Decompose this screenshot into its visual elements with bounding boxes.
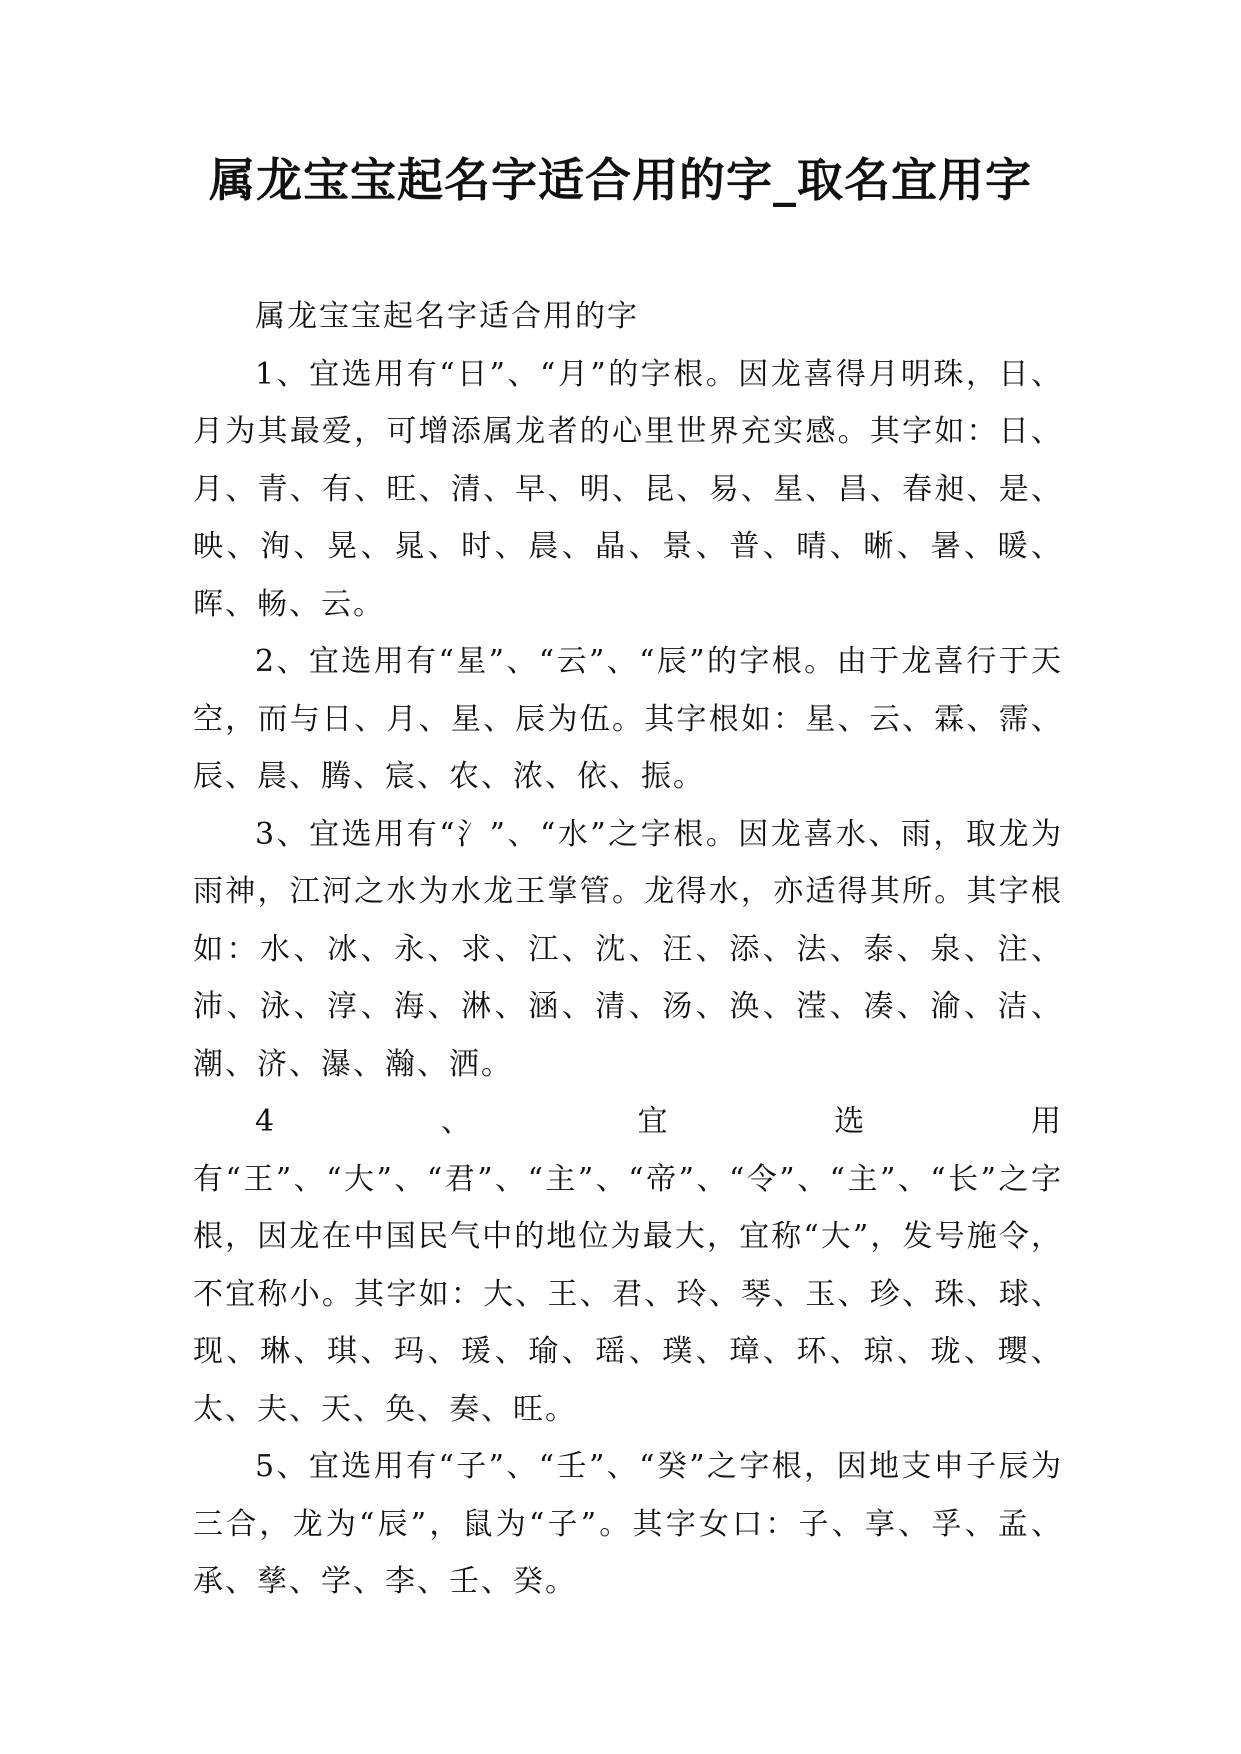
paragraph-2: 2、宜选用有“星”、“云”、“辰”的字根。由于龙喜行于天空，而与日、月、星、辰为伍。其字根如：星、云、霖、霈、辰、晨、腾、宸、农、浓、依、振。 — [193, 644, 1063, 794]
paragraph-5: 5、宜选用有“子”、“壬”、“癸”之字根，因地支申子辰为三合，龙为“辰”，鼠为“子”。其字女口：子、享、孚、孟、承、孳、学、李、壬、癸。 — [193, 1449, 1063, 1599]
paragraph-3: 3、宜选用有“氵”、“水”之字根。因龙喜水、雨，取龙为雨神，江河之水为水龙王掌管。龙得水，亦适得其所。其字根如：水、冰、永、求、江、沈、汪、添、法、泰、泉、注、沛、泳、淳、海、淋、涵、清、汤、涣、滢、凑、渝、洁、潮、济、瀑、瀚、洒。 — [193, 816, 1063, 1082]
document-title: 属龙宝宝起名字适合用的字_取名宜用字 — [209, 153, 1032, 207]
paragraph-4: 4、宜选用有“王”、“大”、“君”、“主”、“帝”、“令”、“主”、“长”之字根，因龙在中国民气中的地位为最大，宜称“大”，发号施令，不宜称小。其字如：大、王、君、玲、琴、玉、珍、珠、球、现、琳、琪、玛、瑗、瑜、瑶、璞、璋、环、琼、珑、瓔、太、夫、天、奂、奏、旺。 — [193, 1104, 1063, 1427]
paragraph-1: 1、宜选用有“日”、“月”的字根。因龙喜得月明珠，日、月为其最爱，可增添属龙者的心里世界充实感。其字如：日、月、青、有、旺、清、早、明、昆、易、星、昌、春昶、是、映、洵、晃、晁、时、晨、晶、景、普、晴、晰、暑、暖、晖、畅、云。 — [193, 356, 1063, 622]
document-body — [193, 288, 1063, 1611]
section-heading: 属龙宝宝起名字适合用的字 — [255, 299, 639, 334]
